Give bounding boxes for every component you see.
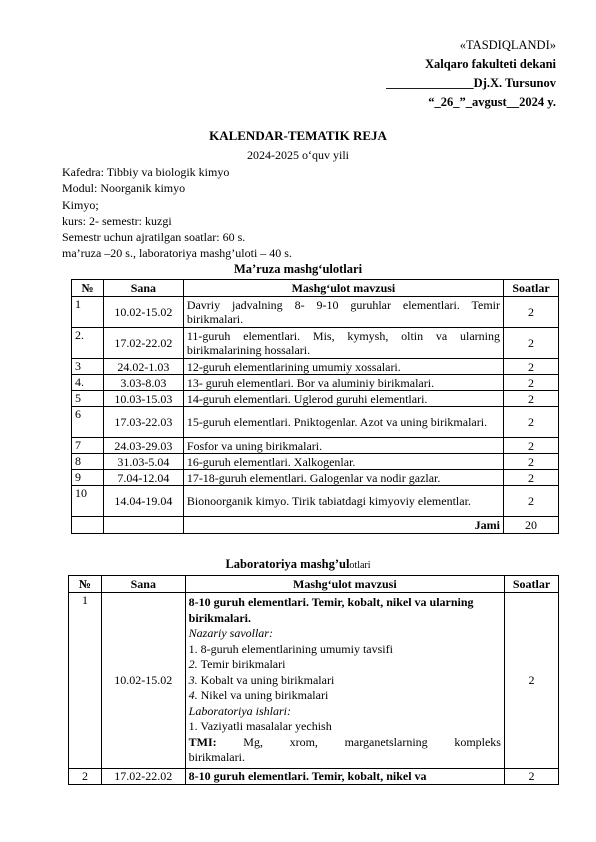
row-date: 10.03-15.03	[103, 391, 183, 407]
table-row	[72, 454, 559, 470]
labs-header-row	[69, 576, 559, 593]
row-date: 24.02-1.03	[103, 359, 183, 375]
col-number: №	[72, 280, 104, 297]
total-empty-cell	[72, 517, 104, 534]
tmi-label: TMI:	[188, 734, 217, 749]
row-hours: 2	[504, 328, 559, 359]
row-hours: 2	[504, 297, 559, 328]
row-hours: 2	[504, 391, 559, 407]
row-topic: 8-10 guruh elementlari. Temir, kobalt, nikel va	[185, 768, 504, 784]
row-hours: 2	[504, 470, 559, 486]
tmi-word: marganetslarning	[344, 734, 428, 749]
row-topic: 14-guruh elementlari. Uglerod guruhi elementlari.	[183, 391, 503, 407]
lab-works-label: Laboratoriya ishlari:	[188, 703, 291, 718]
list-text: 8-guruh elementlarining umumiy tavsifi	[200, 641, 393, 656]
lab-topic-title: 8-10 guruh elementlari. Temir, kobalt, nikel va ularning birikmalari.	[188, 595, 474, 625]
row-hours: 2	[505, 593, 559, 769]
document-title: KALENDAR-TEMATIK REJA	[209, 128, 387, 143]
row-date: 10.02-15.02	[101, 593, 185, 769]
list-item	[189, 688, 501, 704]
table-row	[72, 297, 559, 328]
academic-year: 2024-2025 o‘quv yili	[247, 148, 349, 162]
row-number: 2.	[72, 328, 104, 359]
row-date: 24.03-29.03	[103, 438, 183, 454]
row-topic: 11-guruh elementlari. Mis, kymysh, oltin va ularning birikmalarining hossalari.	[183, 328, 503, 359]
row-number: 8	[72, 454, 104, 470]
list-item	[189, 673, 501, 689]
list-text: Temir birikmalari	[200, 657, 286, 671]
info-course: kurs: 2- semestr: kuzgi	[62, 213, 172, 228]
table-row	[69, 768, 559, 784]
total-row	[72, 517, 559, 534]
row-number: 2	[69, 768, 102, 784]
row-topic: Bionoorganik kimyo. Tirik tabiatdagi kimyoviy elementlar.	[183, 486, 503, 517]
row-topic	[185, 593, 504, 769]
col-hours: Soatlar	[504, 280, 559, 297]
tmi-word: kompleks	[454, 734, 501, 749]
col-hours: Soatlar	[505, 576, 559, 593]
list-number: 1.	[188, 641, 198, 656]
tmi-tail: birikmalari.	[188, 750, 245, 764]
row-date: 17.03-22.03	[103, 407, 183, 438]
table-row	[72, 375, 559, 391]
row-date: 10.02-15.02	[103, 297, 183, 328]
lectures-heading: Ma’ruza mashg‘ulotlari	[233, 262, 363, 276]
row-number: 9	[72, 470, 104, 486]
list-item	[189, 657, 501, 673]
approval-position: Xalqaro fakulteti dekani	[424, 57, 556, 71]
approval-signature: ______________Dj.X. Tursunov	[386, 76, 556, 90]
row-topic: 12-guruh elementlarining umumiy xossalari.	[183, 359, 503, 375]
table-row	[72, 328, 559, 359]
labs-table	[68, 575, 559, 785]
table-row	[72, 359, 559, 375]
row-number: 6	[72, 407, 104, 438]
list-number: 3.	[188, 672, 198, 687]
info-total-hours: Semestr uchun ajratilgan soatlar: 60 s.	[62, 230, 246, 245]
row-topic: 16-guruh elementlari. Xalkogenlar.	[183, 454, 503, 470]
row-hours: 2	[504, 375, 559, 391]
list-number: 4.	[188, 688, 198, 702]
list-item	[189, 642, 501, 658]
info-subject: Kimyo;	[62, 197, 99, 212]
row-date: 31.03-5.04	[103, 454, 183, 470]
row-date: 14.04-19.04	[103, 486, 183, 517]
col-topic: Mashg‘ulot mavzusi	[185, 576, 504, 593]
table-row	[72, 407, 559, 438]
total-label: Jami	[183, 517, 503, 534]
lectures-table	[71, 279, 559, 534]
row-number: 4.	[72, 375, 104, 391]
table-row	[72, 470, 559, 486]
lectures-header-row	[72, 280, 559, 297]
row-date: 3.03-8.03	[103, 375, 183, 391]
row-number: 1	[69, 593, 102, 769]
info-department: Kafedra: Tibbiy va biologik kimyo	[62, 165, 230, 179]
approval-date: “_26_”_avgust__2024 y.	[428, 95, 556, 109]
row-hours: 2	[504, 438, 559, 454]
info-hours-breakdown: ma’ruza –20 s., laboratoriya mashg’uloti – 40 s.	[62, 246, 292, 261]
tmi-word: xrom,	[289, 734, 318, 749]
row-hours: 2	[504, 486, 559, 517]
col-date: Sana	[103, 280, 183, 297]
total-value: 20	[504, 517, 559, 534]
row-topic: 13- guruh elementlari. Bor va aluminiy birikmalari.	[183, 375, 503, 391]
row-hours: 2	[505, 768, 559, 784]
row-hours: 2	[504, 454, 559, 470]
labs-heading	[0, 557, 596, 572]
col-topic: Mashg‘ulot mavzusi	[183, 280, 503, 297]
row-number: 10	[72, 486, 104, 517]
row-topic: Davriy jadvalning 8- 9-10 guruhlar elementlari. Temir birikmalari.	[183, 297, 503, 328]
labs-heading-tail: otlari	[349, 560, 371, 571]
table-row	[72, 486, 559, 517]
approval-block	[386, 36, 556, 112]
course-info	[62, 164, 292, 262]
row-date: 7.04-12.04	[103, 470, 183, 486]
table-row	[72, 391, 559, 407]
approval-heading: «TASDIQLANDI»	[459, 38, 556, 52]
row-hours: 2	[504, 407, 559, 438]
row-topic: 17-18-guruh elementlari. Galogenlar va nodir gazlar.	[183, 470, 503, 486]
total-empty-cell	[103, 517, 183, 534]
row-number: 1	[72, 297, 104, 328]
row-number: 7	[72, 438, 104, 454]
row-date: 17.02-22.02	[103, 328, 183, 359]
row-hours: 2	[504, 359, 559, 375]
theory-label: Nazariy savollar:	[188, 626, 273, 640]
list-text: Nikel va uning birikmalari	[200, 688, 329, 702]
info-module: Modul: Noorganik kimyo	[62, 181, 186, 196]
col-date: Sana	[101, 576, 185, 593]
col-number: №	[69, 576, 102, 593]
list-text: Kobalt va uning birikmalari	[200, 672, 335, 687]
labs-heading-main: Laboratoriya mashg’ul	[225, 557, 350, 571]
row-topic: 15-guruh elementlari. Pniktogenlar. Azot va uning birikmalari.	[183, 407, 503, 438]
row-number: 3	[72, 359, 104, 375]
row-number: 5	[72, 391, 104, 407]
table-row	[69, 593, 559, 769]
row-date: 17.02-22.02	[101, 768, 185, 784]
table-row	[72, 438, 559, 454]
list-number: 2.	[188, 657, 198, 671]
tmi-line	[189, 735, 501, 751]
lab-work-item: 1. Vaziyatli masalalar yechish	[188, 719, 332, 733]
row-topic: Fosfor va uning birikmalari.	[183, 438, 503, 454]
tmi-word: Mg,	[243, 734, 263, 749]
